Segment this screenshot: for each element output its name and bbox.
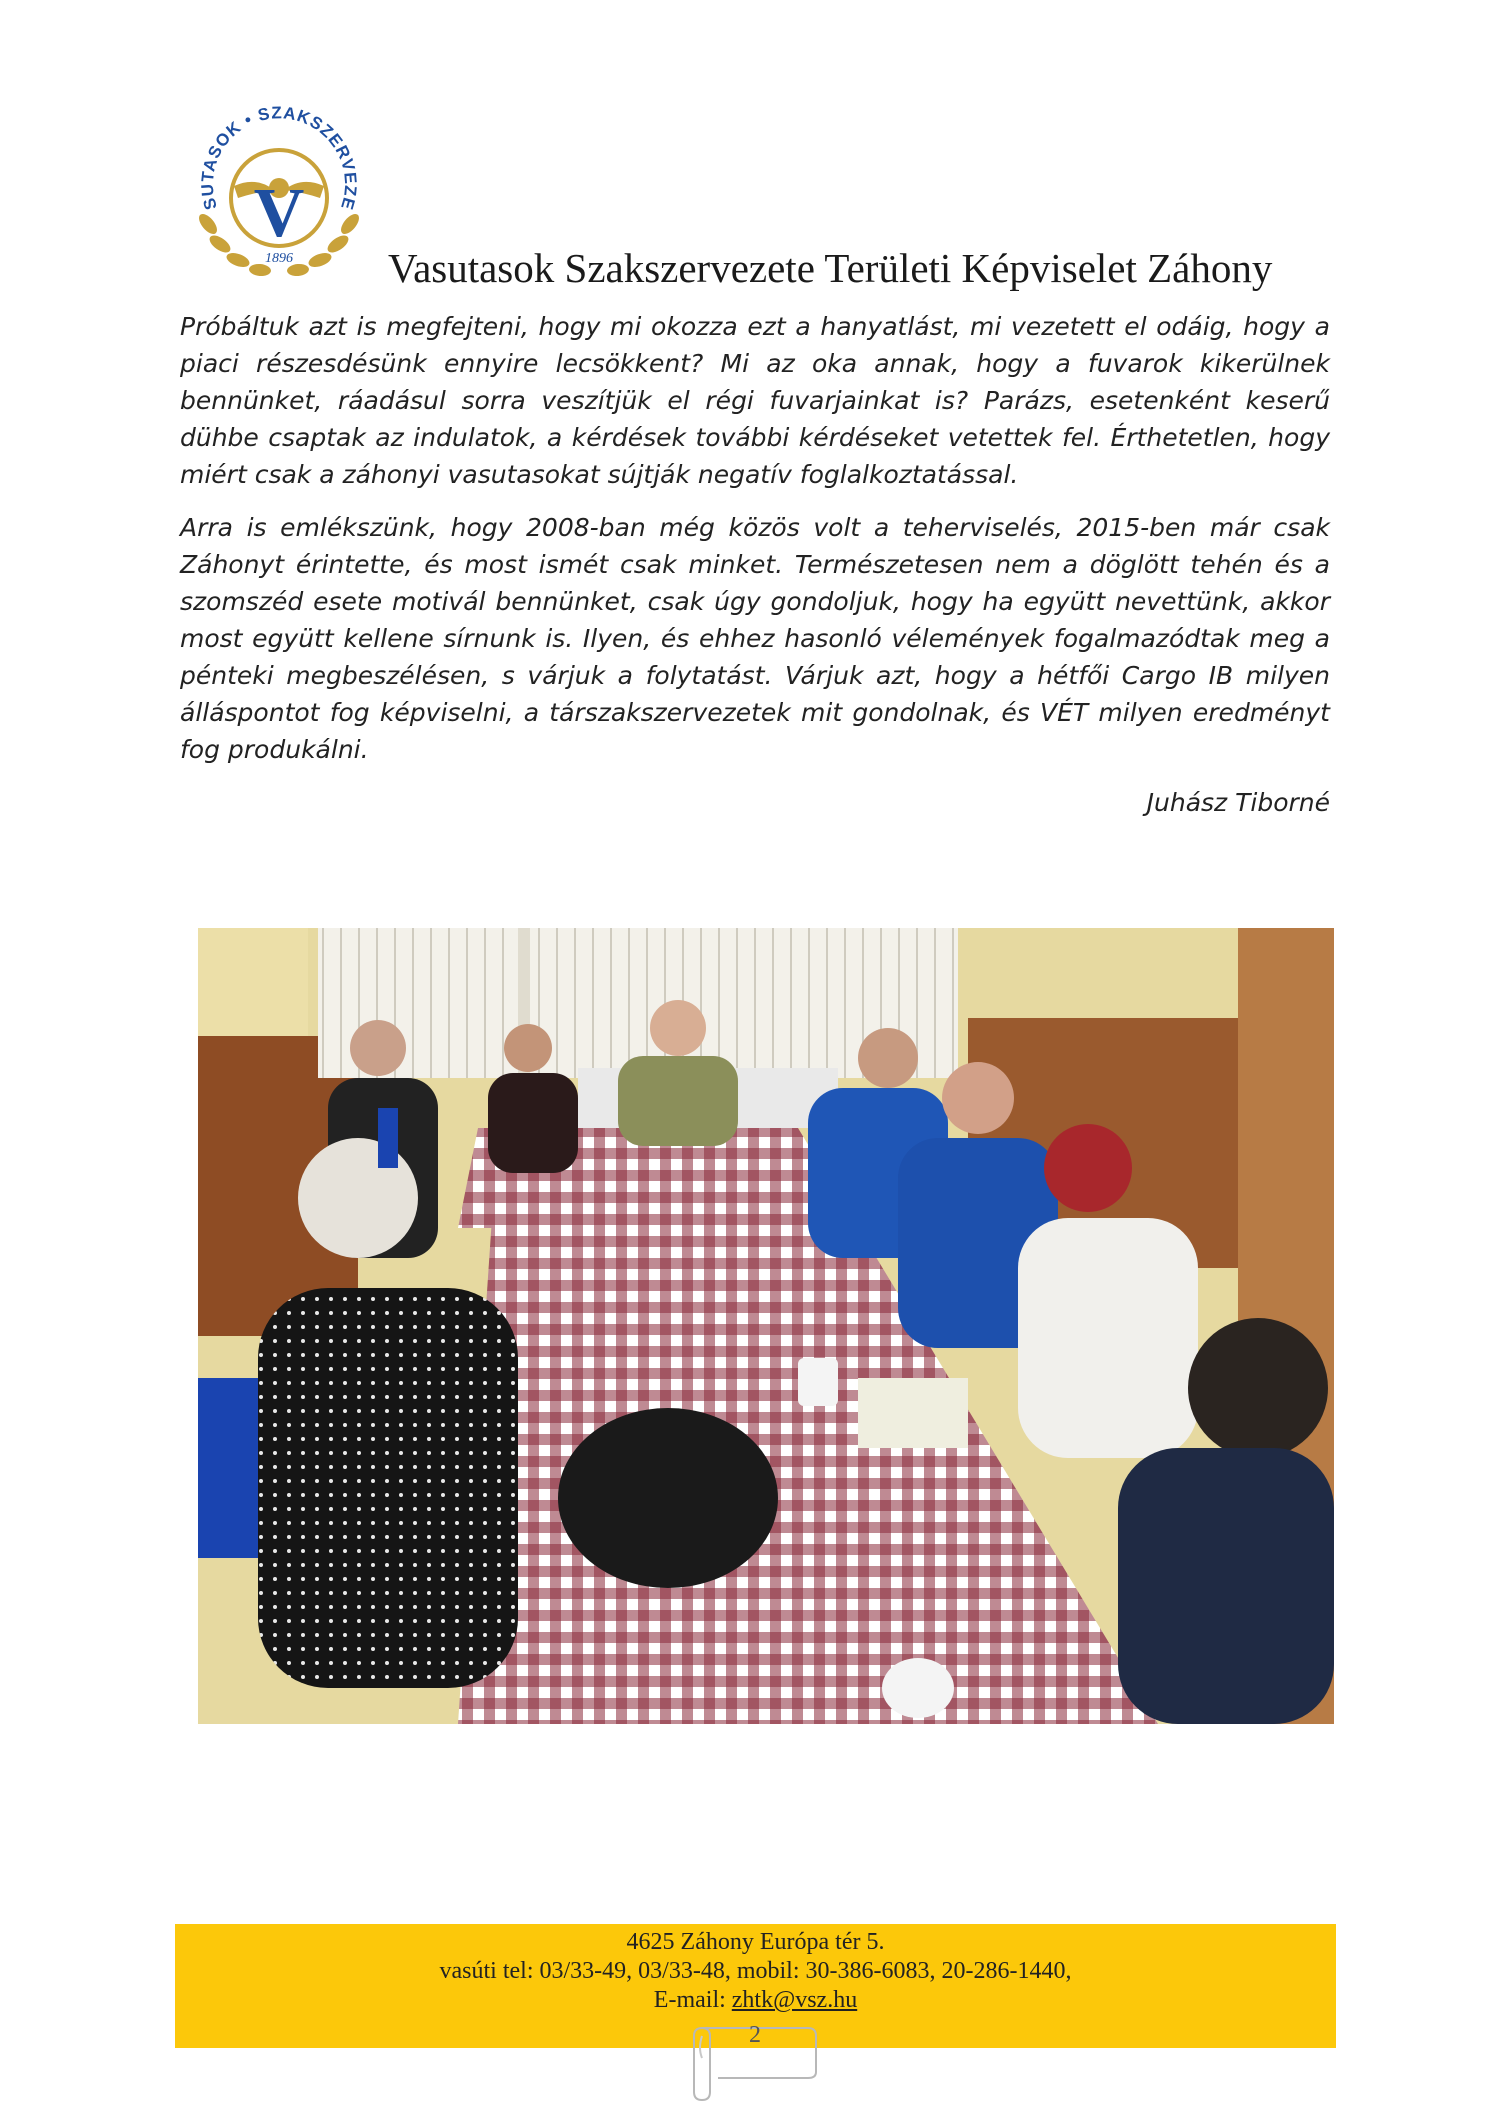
article-paragraph: Arra is emlékszünk, hogy 2008-ban még közös volt a teherviselés, 2015-ben már csak Záhonyt érintette, és most ismét csak minket. Természetesen nem a döglött tehén és a szomszéd esete motivál bennünket, csak úgy gondoljuk, hogy ha együtt nevettünk, akkor most együtt kellene sírnunk is. Ilyen, és ehhez hasonló vélemények fogalmazódtak meg a pénteki megbeszélésen, s várjuk a folytatást. Várjuk azt, hogy a hétfői Cargo IB milyen álláspontot fog képviselni, a társzakszervezetek mit gondolnak, és VÉT milyen eredményt fog produkálni. xyxy=(180,513,1330,764)
footer-email-link[interactable]: zhtk@vsz.hu xyxy=(731,1987,858,2013)
article-paragraph: Próbáltuk azt is megfejteni, hogy mi okozza ezt a hanyatlást, mi vezetett el odáig, hogy a piaci részesdésünk ennyire lecsökkent? Mi az oka annak, hogy a fuvarok kikerülnek bennünket, ráadásul sorra veszítjük el régi fuvarjainkat is? Parázs, esetenként keserű dühbe csaptak az indulatok, a kérdések további kérdéseket vetettek fel. Érthetetlen, hogy miért csak a záhonyi vasutasokat sújtják negatív foglalkoztatással. xyxy=(180,312,1330,489)
footer-address: 4625 Záhony Európa tér 5. xyxy=(626,1929,885,1955)
article-author: Juhász Tiborné xyxy=(1146,788,1330,817)
logo-year: 1896 xyxy=(265,251,293,266)
footer-email-label: E-mail: xyxy=(653,1987,732,2013)
meeting-photo xyxy=(198,928,1334,1724)
footer-email-line xyxy=(175,1986,1336,2015)
page-number: 2 xyxy=(749,2022,761,2048)
logo-letter: V xyxy=(253,175,305,252)
page-title: Vasutasok Szakszervezete Területi Képviselet Záhony xyxy=(388,245,1273,291)
logo-ring-text: SUTASOK • SZAKSZERVEZE xyxy=(197,103,361,213)
union-logo xyxy=(186,94,372,280)
article-body xyxy=(180,308,1330,821)
footer-phones: vasúti tel: 03/33-49, 03/33-48, mobil: 30-386-6083, 20-286-1440, xyxy=(439,1958,1072,1984)
